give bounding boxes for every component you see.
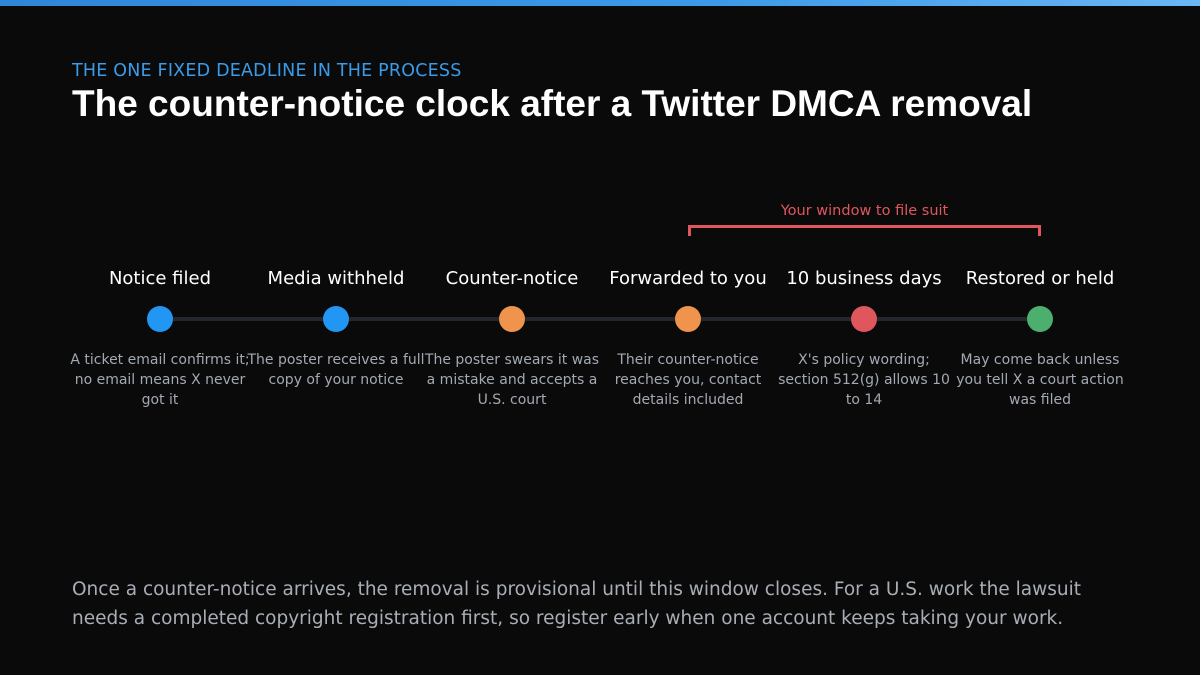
step-description: The poster receives a full copy of your notice xyxy=(247,352,425,388)
step-description: The poster swears it was a mistake and accepts a U.S. court xyxy=(424,352,600,408)
footer-note: Once a counter-notice arrives, the removal is provisional until this window closes. For a U.S. work the lawsuit needs a completed copyright registration first, so register early when one account keeps taking your work. xyxy=(72,579,1082,629)
step-description: Their counter-notice reaches you, contact details included xyxy=(614,352,762,408)
step-label: Restored or held xyxy=(965,268,1115,289)
window-label: Your window to file suit xyxy=(780,203,949,219)
step-dot xyxy=(147,306,173,332)
step-dot xyxy=(851,306,877,332)
window-bracket xyxy=(688,225,1041,236)
top-accent-bar xyxy=(0,0,1200,6)
step-label: Forwarded to you xyxy=(609,268,767,289)
step-dot xyxy=(1027,306,1053,332)
step-label: 10 business days xyxy=(786,268,942,289)
step-description: May come back unless you tell X a court action was filed xyxy=(956,352,1124,408)
eyebrow-heading: THE ONE FIXED DEADLINE IN THE PROCESS xyxy=(72,61,462,81)
step-label: Media withheld xyxy=(267,268,405,289)
timeline-line xyxy=(160,317,1040,321)
step-label: Notice filed xyxy=(108,268,212,289)
step-dot xyxy=(323,306,349,332)
page-title: The counter-notice clock after a Twitter DMCA removal xyxy=(72,83,1033,124)
step-description: A ticket email confirms it; no email means X never got it xyxy=(70,352,250,408)
step-description: X's policy wording; section 512(g) allows 10 to 14 xyxy=(778,352,950,408)
step-label: Counter-notice xyxy=(445,268,579,289)
step-dot xyxy=(499,306,525,332)
step-dot xyxy=(675,306,701,332)
